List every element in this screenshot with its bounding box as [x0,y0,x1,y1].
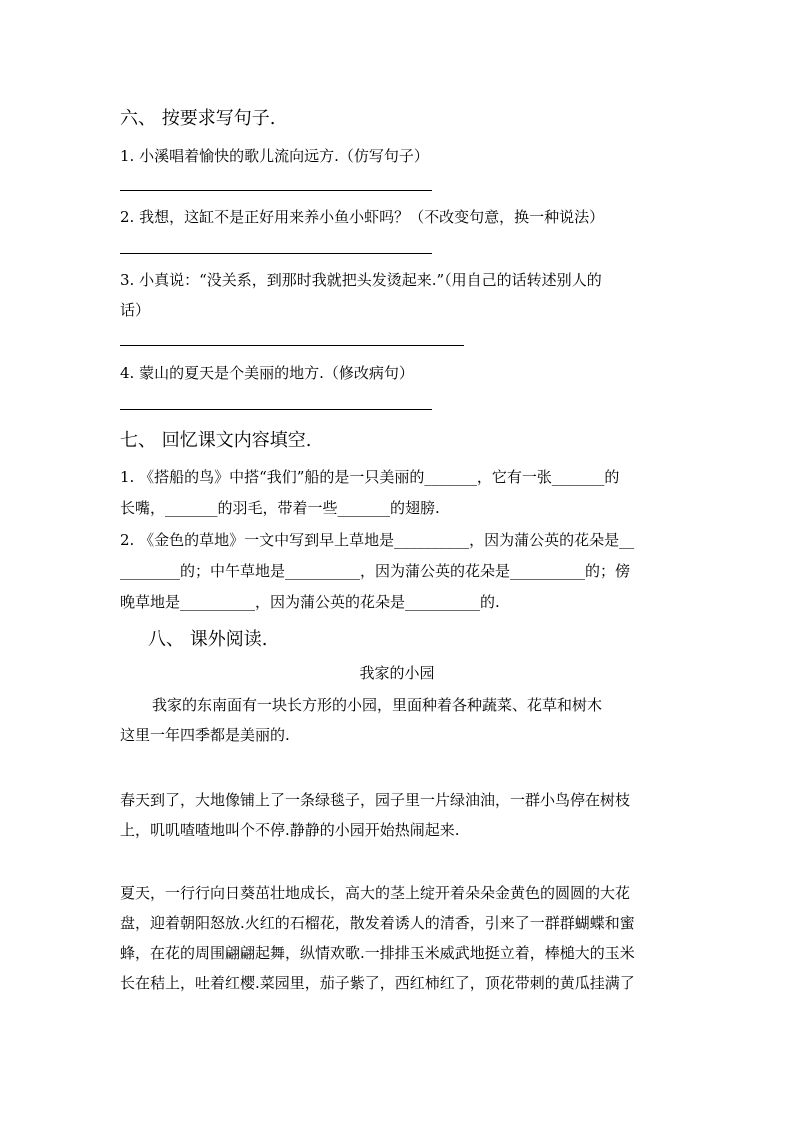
paragraph-3-line4: 长在秸上，吐着红樱.菜园里，茄子紫了，西红柿红了，顶花带刺的黄瓜挂满了 [120,974,635,992]
paragraph-2-line2: 上，叽叽喳喳地叫个不停.静静的小园开始热闹起来. [120,821,460,839]
section-6-heading: 六、 按要求写句子. [120,108,276,129]
question-6-1: 1. 小溪唱着愉快的歌儿流向远方.（仿写句子） [120,147,429,165]
question-6-3-line1: 3. 小真说：“没关系，到那时我就把头发烫起来.”（用自己的话转述别人的 [120,271,602,289]
article-title: 我家的小园 [359,664,435,682]
section-8-heading: 八、 课外阅读. [148,629,268,650]
question-6-4: 4. 蒙山的夏天是个美丽的地方.（修改病句） [120,364,414,382]
paragraph-3-line1: 夏天，一行行向日葵茁壮地成长，高大的茎上绽开着朵朵金黄色的圆圆的大花 [120,884,631,902]
section-7-heading: 七、 回忆课文内容填空. [120,430,312,451]
question-7-2-line3: 晚草地是__________，因为蒲公英的花朵是__________的. [120,593,500,611]
paragraph-1-line1: 我家的东南面有一块长方形的小园，里面种着各种蔬菜、花草和树木 [152,696,603,714]
answer-line-6-4[interactable] [120,409,432,410]
paragraph-3-line3: 蜂，在花的周围翩翩起舞，纵情欢歌.一排排玉米威武地挺立着，棒槌大的玉米 [120,944,635,962]
answer-line-6-2[interactable] [120,253,432,254]
question-7-1-line2: 长嘴，_______的羽毛，带着一些_______的翅膀. [120,499,440,517]
answer-line-6-3[interactable] [120,345,464,346]
paragraph-1-line2: 这里一年四季都是美丽的. [120,726,290,744]
paragraph-2-line1: 春天到了，大地像铺上了一条绿毯子，园子里一片绿油油，一群小鸟停在树枝 [120,791,631,809]
question-7-2-line1: 2. 《金色的草地》一文中写到早上草地是__________，因为蒲公英的花朵是__ [120,531,635,549]
question-6-3-line2: 话） [120,301,151,319]
paragraph-3-line2: 盘，迎着朝阳怒放.火红的石榴花，散发着诱人的清香，引来了一群群蝴蝶和蜜 [120,914,635,932]
question-7-2-line2: ________的；中午草地是__________，因为蒲公英的花朵是__________的；傍 [120,562,631,580]
question-7-1-line1: 1. 《搭船的鸟》中搭“我们”船的是一只美丽的_______，它有一张_______的 [120,468,620,486]
answer-line-6-1[interactable] [120,190,432,191]
question-6-2: 2. 我想，这缸不是正好用来养小鱼小虾吗？（不改变句意，换一种说法） [120,208,605,226]
